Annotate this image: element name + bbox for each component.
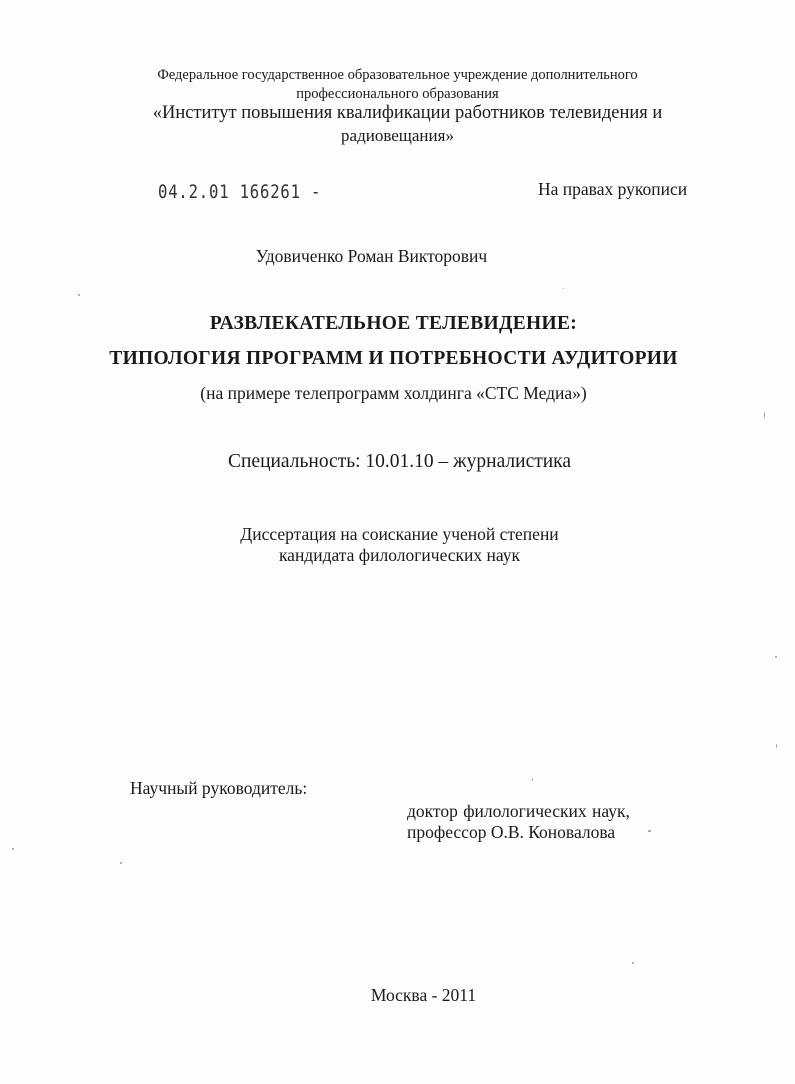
specialty: Специальность: 10.01.10 – журналистика (227, 451, 572, 472)
manuscript-rights: На правах рукописи (538, 179, 688, 199)
scan-speck (775, 656, 777, 658)
institution-line-1: Федеральное государственное образовательное учреждение дополнительного (157, 67, 638, 83)
dissertation-line-2: кандидата филологических наук (278, 545, 521, 565)
scan-speck (632, 962, 634, 964)
city-year: Москва - 2011 (370, 985, 477, 1005)
scan-speck (764, 412, 765, 418)
institution-line-4: радиовещания» (341, 126, 454, 145)
supervisor-label: Научный руководитель: (130, 778, 308, 798)
title-line-1: РАЗВЛЕКАТЕЛЬНОЕ ТЕЛЕВИДЕНИЕ: (209, 313, 578, 334)
scan-speck (120, 862, 122, 864)
scan-speck (12, 848, 14, 850)
scan-speck (648, 830, 651, 832)
title-line-2: ТИПОЛОГИЯ ПРОГРАММ И ПОТРЕБНОСТИ АУДИТОРИИ (109, 348, 678, 369)
scan-speck (78, 294, 80, 296)
scan-speck (532, 778, 533, 781)
dissertation-line-1: Диссертация на соискание ученой степени (240, 524, 559, 544)
author-name: Удовиченко Роман Викторович (255, 246, 488, 266)
supervisor-degree: доктор филологических наук, (407, 801, 630, 821)
scan-speck (563, 288, 564, 289)
scan-speck (776, 744, 777, 748)
title-subtitle: (на примере телепрограмм холдинга «СТС Медиа») (200, 383, 587, 403)
supervisor-name: профессор О.В. Коновалова (407, 822, 616, 842)
institution-line-2: профессионального образования (296, 86, 499, 102)
institution-line-3: «Институт повышения квалификации работников телевидения и (152, 103, 663, 123)
stamp-number: 04.2.01 166261 - (158, 181, 322, 203)
